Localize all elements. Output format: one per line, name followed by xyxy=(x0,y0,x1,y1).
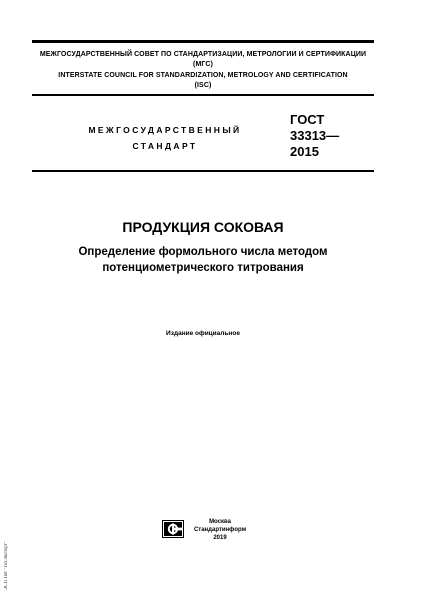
publisher-year: 2019 xyxy=(213,535,227,541)
subtitle-line2: потенциометрического титрования xyxy=(102,262,304,274)
side-stamp: ЭСП ПИ "ТехЭксперт" xyxy=(4,541,9,590)
subtitle-line1: Определение формольного числа методом xyxy=(78,246,328,258)
top-thick-rule xyxy=(32,40,374,43)
council-en-line1: INTERSTATE COUNCIL FOR STANDARDIZATION, METROLOGY AND CERTIFICATION xyxy=(58,72,348,79)
standartinform-logo xyxy=(162,520,184,538)
publisher-name: Стандартинформ xyxy=(193,527,247,533)
gost-designation xyxy=(290,112,380,160)
council-en-abbr: (ISC) xyxy=(194,82,212,89)
standard-type-line1: МЕЖГОСУДАРСТВЕННЫЙ xyxy=(88,125,242,135)
council-ru-abbr: (МГС) xyxy=(193,61,213,68)
gost-number: 33313— xyxy=(290,128,340,143)
edition-note: Издание официальное xyxy=(166,330,240,337)
publisher-city: Москва xyxy=(209,519,231,525)
designation-bottom-rule xyxy=(32,170,374,172)
header-bottom-rule xyxy=(32,94,374,96)
publisher-block xyxy=(188,518,252,542)
council-ru-line1: МЕЖГОСУДАРСТВЕННЫЙ СОВЕТ ПО СТАНДАРТИЗАЦИИ, МЕТРОЛОГИИ И СЕРТИФИКАЦИИ xyxy=(39,51,367,58)
gost-year: 2015 xyxy=(290,144,319,159)
standard-type-line2: СТАНДАРТ xyxy=(132,141,198,151)
council-name-en xyxy=(32,71,374,91)
standard-type xyxy=(70,122,260,154)
document-subtitle xyxy=(32,244,374,276)
gost-label: ГОСТ xyxy=(290,112,325,127)
council-name-ru xyxy=(32,50,374,70)
document-title: ПРОДУКЦИЯ СОКОВАЯ xyxy=(122,219,284,235)
